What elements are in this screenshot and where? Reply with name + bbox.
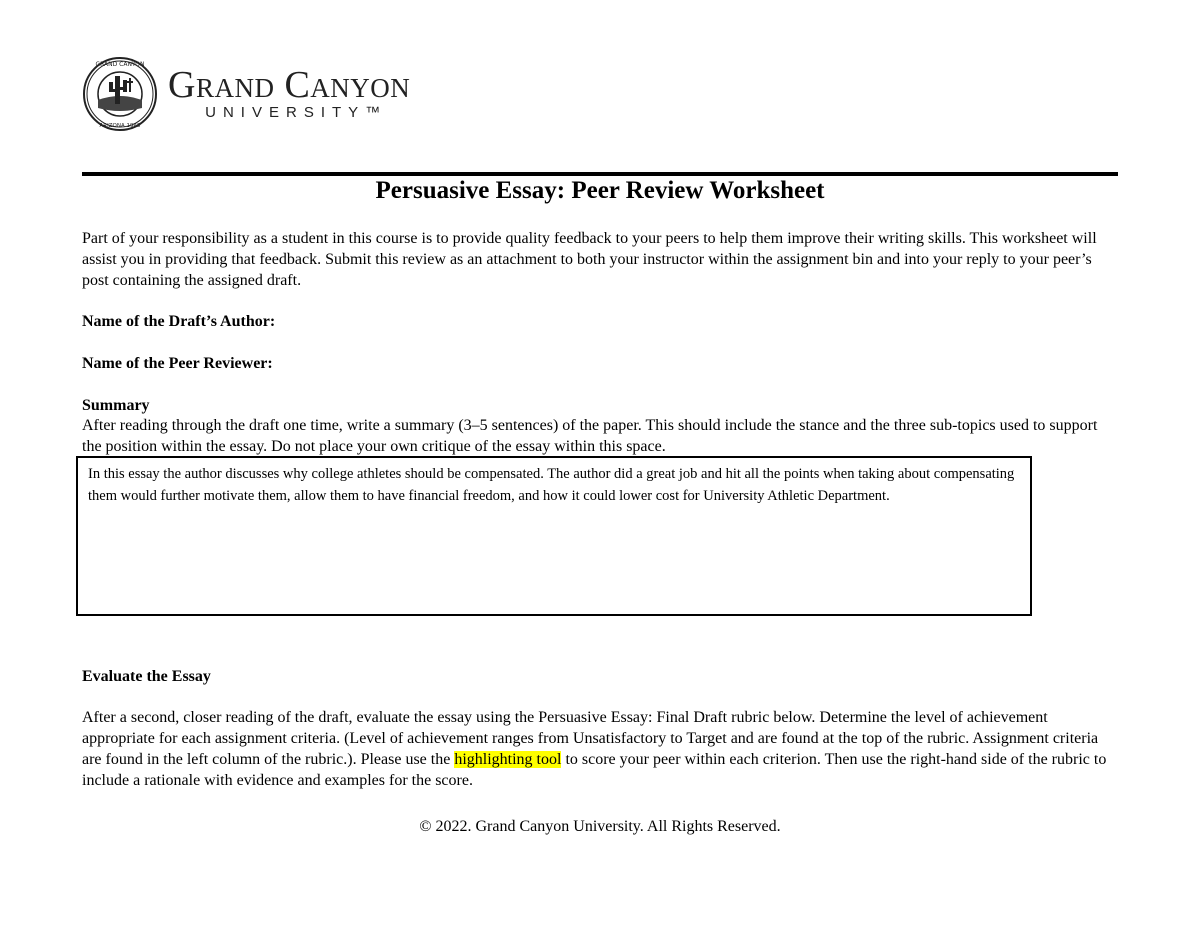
copyright-notice: © 2022. Grand Canyon University. All Rights Reserved. (419, 818, 781, 835)
evaluate-paragraph (82, 707, 1118, 791)
summary-response-box[interactable] (76, 456, 1032, 616)
wordmark-sub: UNIVERSITY™ (205, 104, 388, 121)
draft-author-label: Name of the Draft’s Author: (82, 313, 276, 330)
university-seal-icon (82, 56, 158, 132)
summary-response-text: In this essay the author discusses why college athletes should be compensated. The author did a great job and hit all the points when taking about compensating them would further motivate them, allow them to have financial freedom, and how it could lower cost for University Athletic Department. (88, 466, 1015, 504)
highlighted-phrase: highlighting tool (454, 751, 562, 768)
svg-text:ARIZONA 1949: ARIZONA 1949 (99, 123, 141, 129)
peer-reviewer-label: Name of the Peer Reviewer: (82, 355, 273, 372)
evaluate-text-after: to score your peer within each criterion. Then use the right-hand side of the rubric to include a rationale with evidence and examples for the score. (82, 751, 1107, 789)
summary-instructions: After reading through the draft one time, write a summary (3–5 sentences) of the paper. This should include the stance and the three sub-topics used to support the position within the essay. Do not place your own critique of the essay within this space. (82, 417, 1098, 455)
evaluate-text-before: After a second, closer reading of the draft, evaluate the essay using the Persuasive Essay: Final Draft rubric below. Determine the level of achievement appropriate for each assignment criteria. (Level of achievement ranges from Unsatisfactory to Target and are found at the top of the rubric. Assignment criteria are found in the left column of the rubric.). Please use the (82, 709, 1099, 768)
wordmark-main: Grand Canyon (168, 64, 411, 106)
summary-heading: Summary (82, 397, 150, 414)
page-title: Persuasive Essay: Peer Review Worksheet (375, 177, 825, 204)
evaluate-heading: Evaluate the Essay (82, 668, 211, 685)
wordmark (168, 66, 410, 122)
gcu-logo (82, 56, 410, 132)
svg-text:GRAND CANYON: GRAND CANYON (95, 61, 145, 68)
intro-paragraph: Part of your responsibility as a student in this course is to provide quality feedback to your peers to help them improve their writing skills. This worksheet will assist you in providing that feedback. Submit this review as an attachment to both your instructor within the assignment bin and into your reply to your peer’s post containing the assigned draft. (82, 230, 1097, 289)
